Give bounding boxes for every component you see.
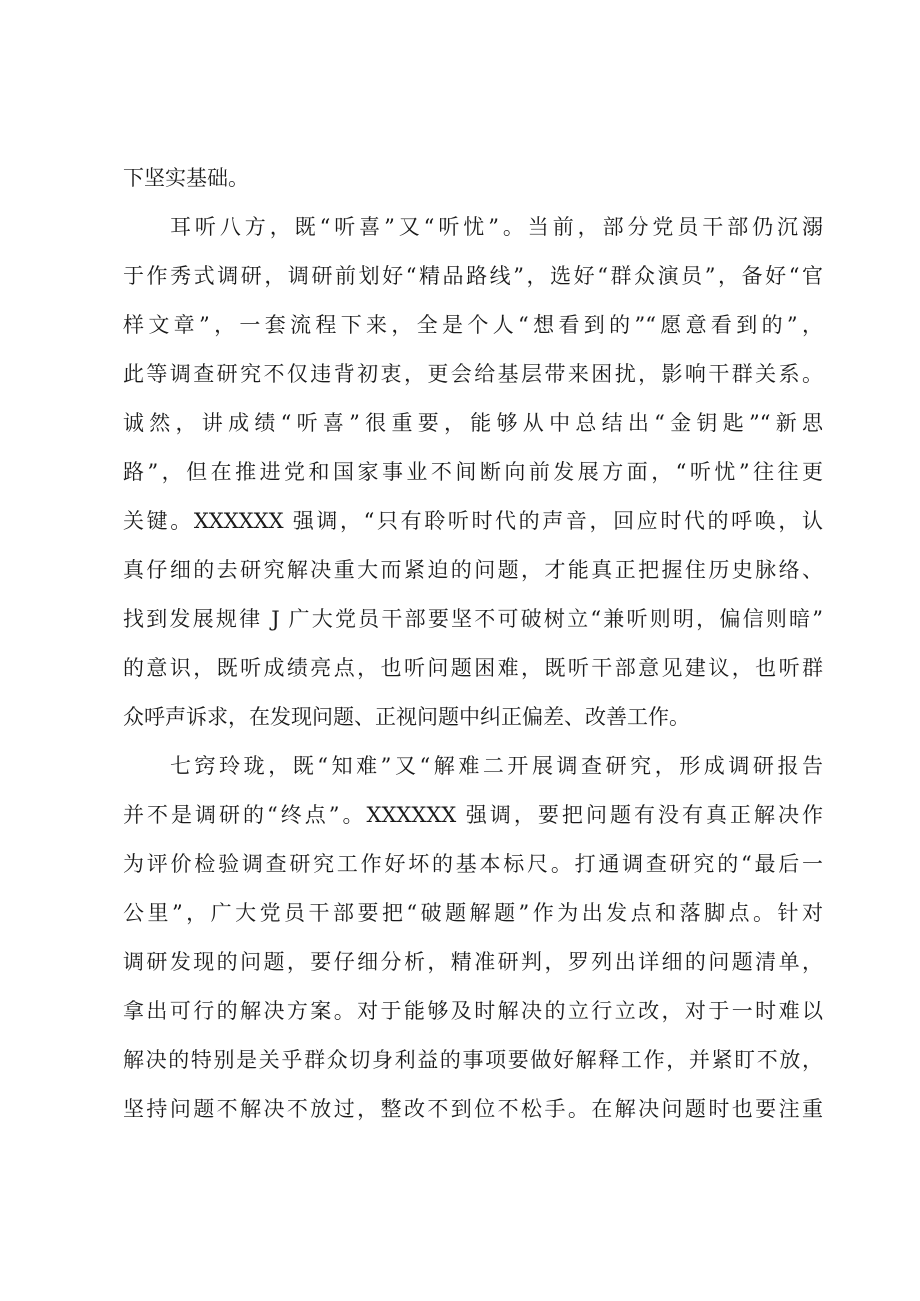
text-line: 诚然，讲成绩“听喜”很重要，能够从中总结出“金钥匙”“新思 bbox=[123, 411, 823, 435]
text-line: 拿出可行的解决方案。对于能够及时解决的立行立改，对于一时难以 bbox=[123, 999, 823, 1023]
text-line: 关键。XXXXXX 强调，“只有聆听时代的声音，回应时代的呼唤，认 bbox=[123, 509, 823, 533]
text-line: 坚持问题不解决不放过，整改不到位不松手。在解决问题时也要注重 bbox=[123, 1097, 823, 1121]
text-line: 的意识，既听成绩亮点，也听问题困难，既听干部意见建议，也听群 bbox=[123, 656, 823, 680]
text-line: 路”，但在推进党和国家事业不间断向前发展方面，“听忧”往往更 bbox=[123, 460, 823, 484]
text-line: 下坚实基础。 bbox=[123, 166, 249, 190]
text-line: 并不是调研的“终点”。XXXXXX 强调，要把问题有没有真正解决作 bbox=[123, 803, 823, 827]
text-line: 真仔细的去研究解决重大而紧迫的问题，才能真正把握住历史脉络、 bbox=[123, 558, 823, 582]
text-line: 此等调查研究不仅违背初衷，更会给基层带来困扰，影响干群关系。 bbox=[123, 362, 823, 386]
text-line: 找到发展规律 J 广大党员干部要坚不可破树立“兼听则明，偏信则暗” bbox=[123, 607, 823, 631]
text-line: 解决的特别是关乎群众切身利益的事项要做好解释工作，并紧盯不放， bbox=[123, 1048, 823, 1072]
text-line: 于作秀式调研，调研前划好“精品路线”，选好“群众演员”，备好“官 bbox=[123, 264, 823, 288]
text-line: 调研发现的问题，要仔细分析，精准研判，罗列出详细的问题清单， bbox=[123, 950, 823, 974]
text-line: 众呼声诉求，在发现问题、正视问题中纠正偏差、改善工作。 bbox=[123, 705, 690, 729]
paragraph-first-line: 耳听八方，既“听喜”又“听忧”。当前，部分党员干部仍沉溺 bbox=[170, 215, 823, 239]
text-line: 公里”，广大党员干部要把“破题解题”作为出发点和落脚点。针对 bbox=[123, 901, 823, 925]
text-line: 样文章”，一套流程下来，全是个人“想看到的”“愿意看到的”， bbox=[123, 313, 823, 337]
paragraph-first-line: 七窍玲珑，既“知难”又“解难二开展调查研究，形成调研报告 bbox=[170, 754, 823, 778]
text-line: 为评价检验调查研究工作好坏的基本标尺。打通调查研究的“最后一 bbox=[123, 852, 823, 876]
